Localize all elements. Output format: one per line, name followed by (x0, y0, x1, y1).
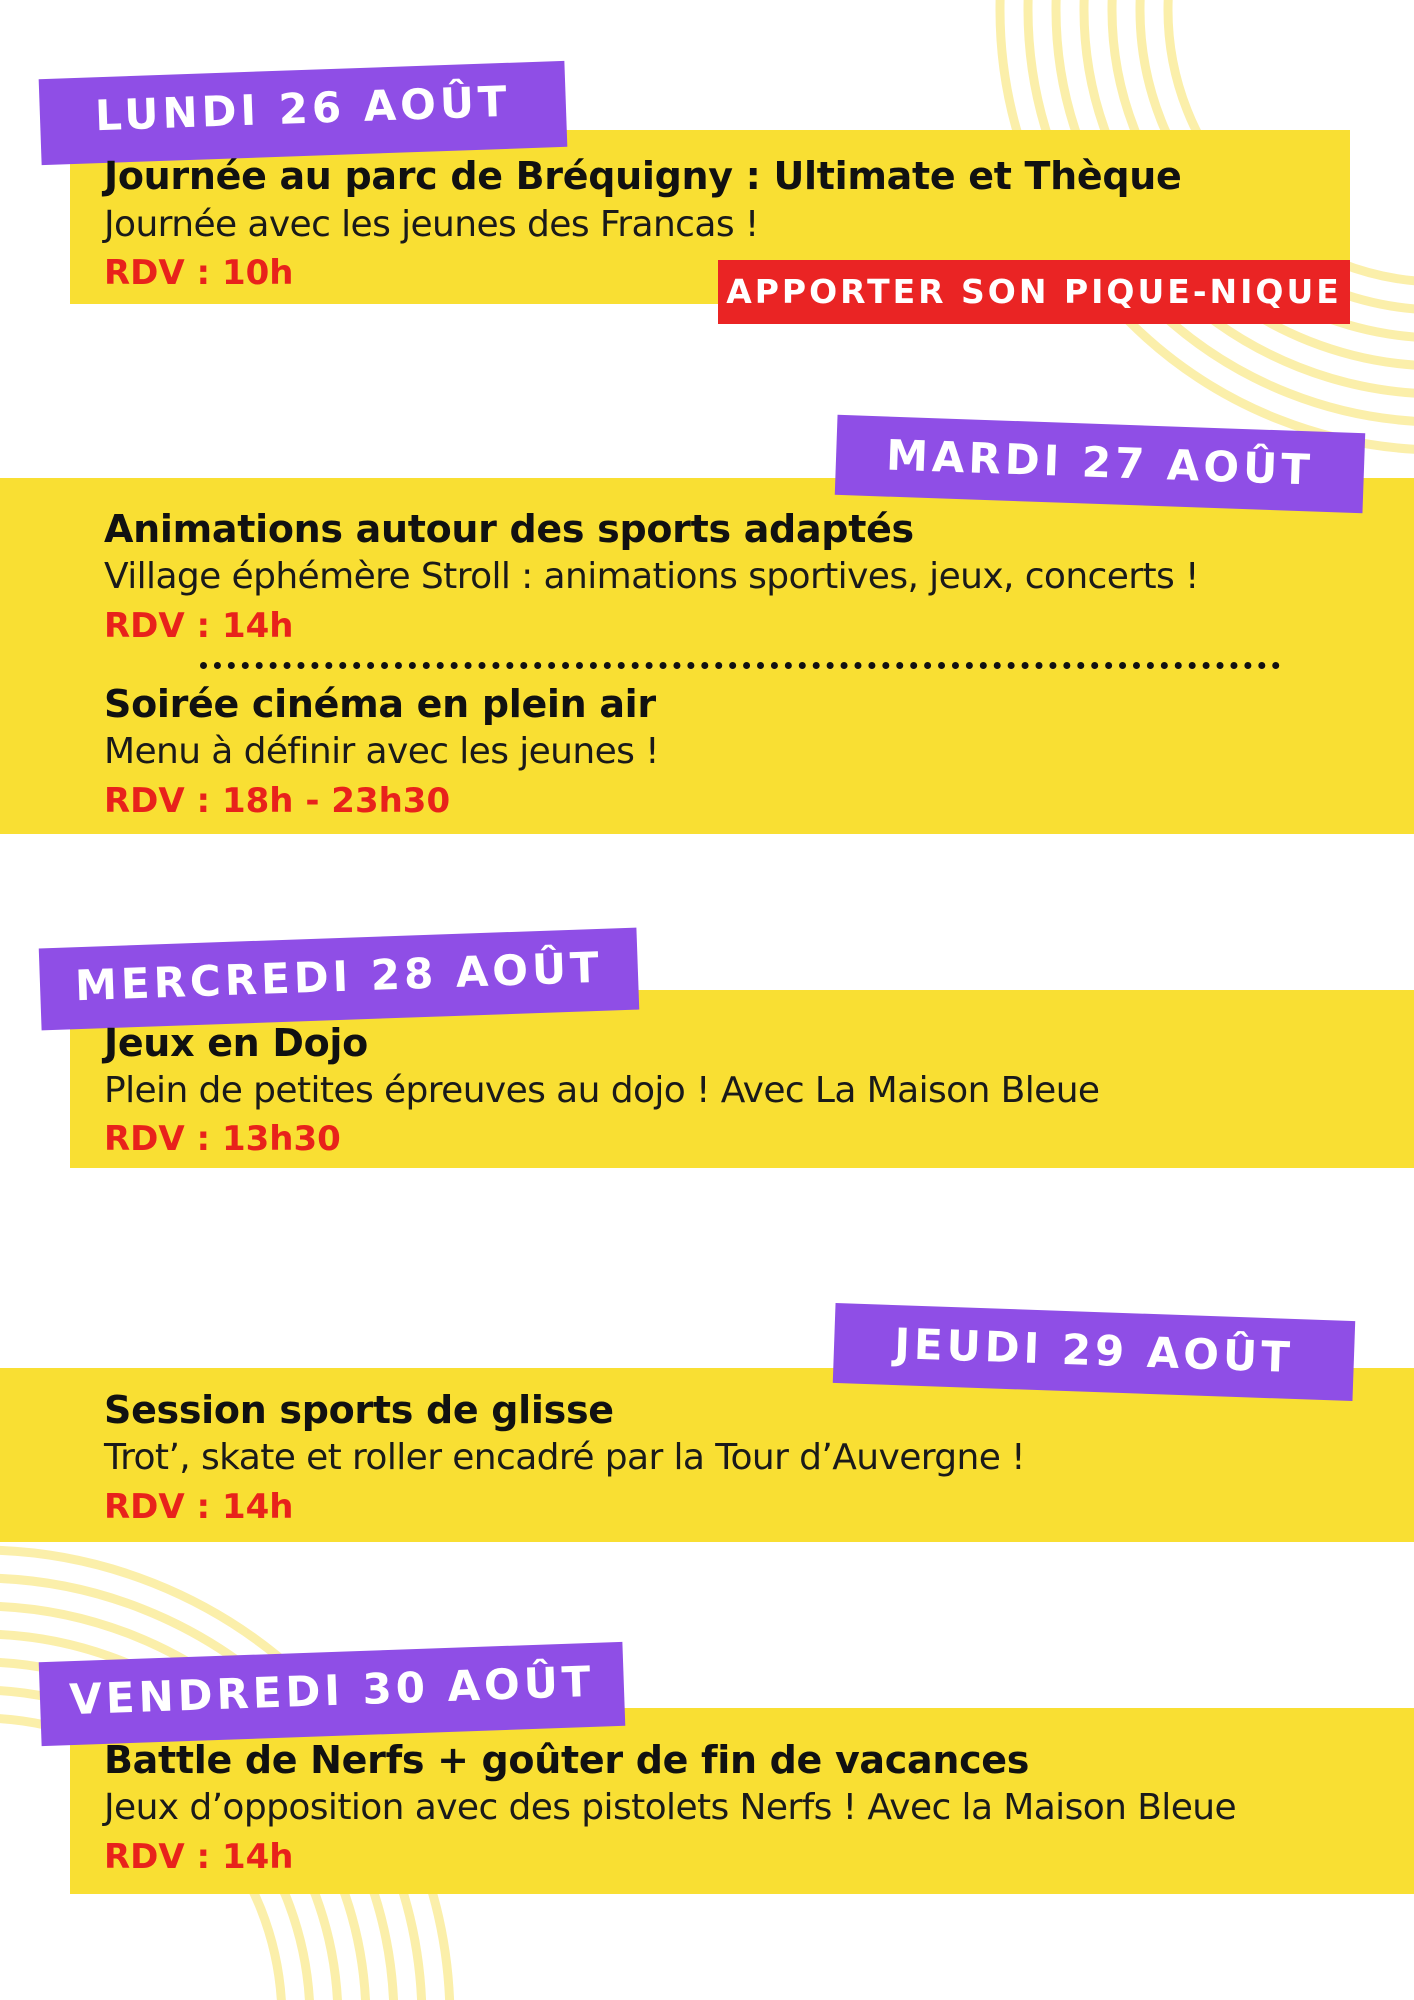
day-tag-lundi (39, 61, 568, 165)
activity-separator (200, 662, 1280, 669)
day-label: MERCREDI 28 AOÛT (74, 942, 604, 1011)
activity-rdv: RDV : 14h (104, 1487, 294, 1527)
activity-title: Session sports de glisse (104, 1388, 614, 1432)
activity-title: Journée au parc de Bréquigny : Ultimate et Thèque (104, 154, 1182, 198)
activity-description: Jeux d’opposition avec des pistolets Nerfs ! Avec la Maison Bleue (104, 1787, 1237, 1828)
activity-title: Battle de Nerfs + goûter de fin de vacances (104, 1738, 1030, 1782)
activity-rdv: RDV : 13h30 (104, 1119, 341, 1159)
activity-rdv: RDV : 14h (104, 1837, 294, 1877)
activity-title: Soirée cinéma en plein air (104, 682, 656, 726)
activity-description: Menu à définir avec les jeunes ! (104, 731, 659, 772)
activity-rdv: RDV : 10h (104, 253, 294, 293)
activity-title: Jeux en Dojo (104, 1021, 368, 1065)
activity-rdv: RDV : 18h - 23h30 (104, 781, 451, 821)
activity-rdv: RDV : 14h (104, 606, 294, 646)
activity-description: Village éphémère Stroll : animations sportives, jeux, concerts ! (104, 556, 1199, 597)
day-label: JEUDI 29 AOÛT (893, 1319, 1295, 1382)
day-label: LUNDI 26 AOÛT (94, 76, 512, 141)
day-label: VENDREDI 30 AOÛT (68, 1656, 596, 1725)
activity-description: Plein de petites épreuves au dojo ! Avec La Maison Bleue (104, 1070, 1100, 1111)
activity-title: Animations autour des sports adaptés (104, 507, 914, 551)
activity-description: Trot’, skate et roller encadré par la Tour d’Auvergne ! (104, 1437, 1026, 1478)
activity-description: Journée avec les jeunes des Francas ! (104, 204, 759, 245)
picnic-note-badge: APPORTER SON PIQUE-NIQUE (718, 260, 1350, 324)
day-label: MARDI 27 AOÛT (885, 430, 1315, 495)
